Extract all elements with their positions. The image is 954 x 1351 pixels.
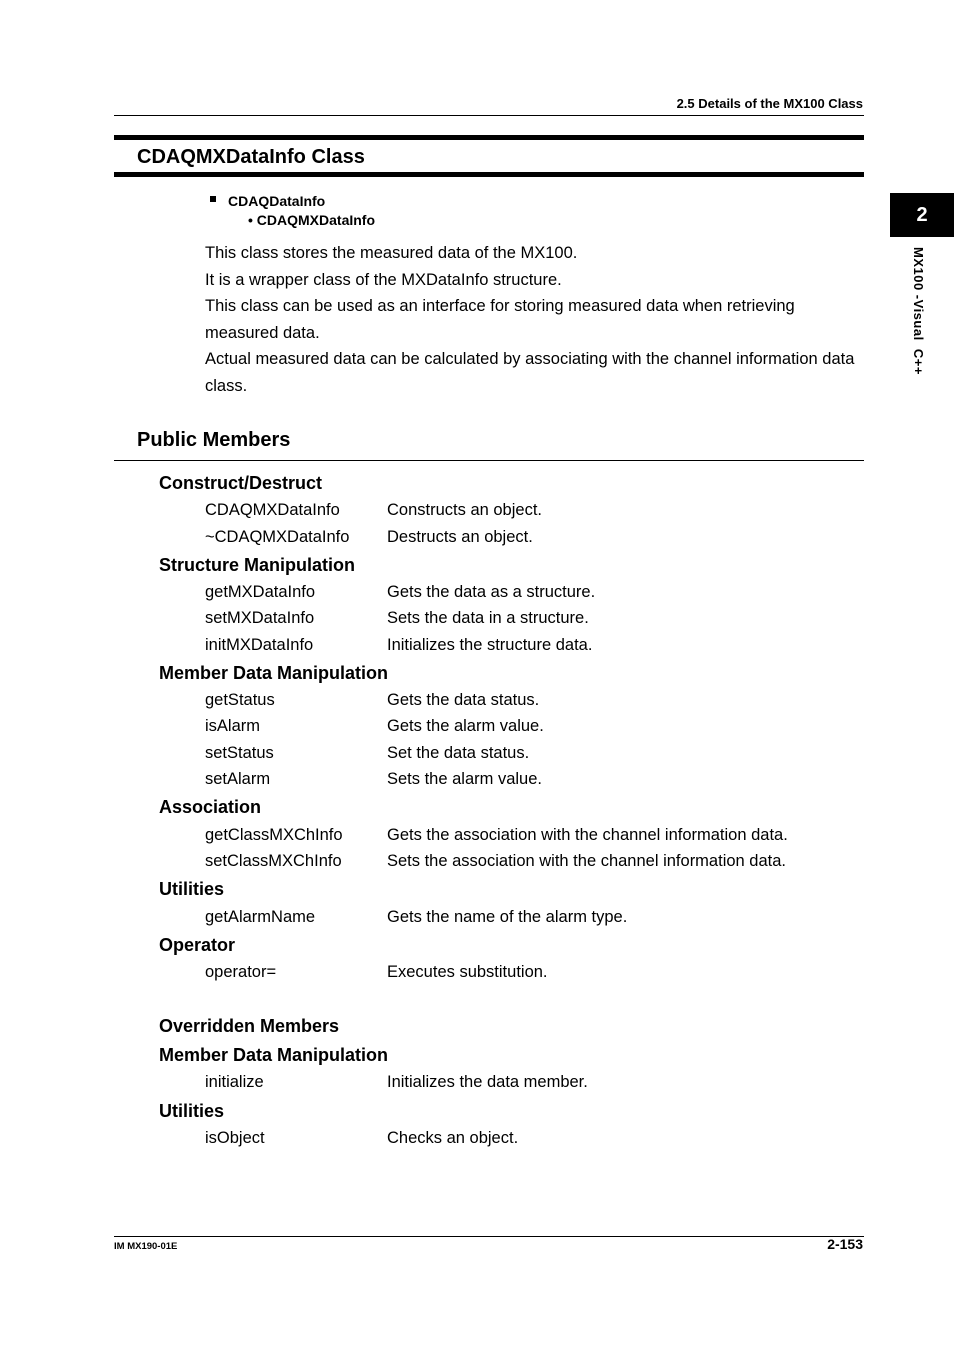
member-name: getClassMXChInfo <box>205 826 343 844</box>
member-desc: Gets the association with the channel information data. <box>387 826 788 844</box>
base-class-name: CDAQDataInfo <box>228 193 326 209</box>
description-line: This class stores the measured data of the MX100. <box>205 244 578 262</box>
member-desc: Checks an object. <box>387 1129 519 1147</box>
member-name: setStatus <box>205 744 274 762</box>
group-title: Construct/Destruct <box>159 473 323 493</box>
group-title: Member Data Manipulation <box>159 663 389 683</box>
member-desc: Sets the alarm value. <box>387 770 542 788</box>
member-desc: Executes substitution. <box>387 963 548 981</box>
member-desc: Gets the data status. <box>387 691 540 709</box>
class-description <box>205 240 870 399</box>
member-desc: Sets the data in a structure. <box>387 609 589 627</box>
member-desc: Set the data status. <box>387 744 530 762</box>
member-desc: Destructs an object. <box>387 528 533 546</box>
title-bottom-rule <box>114 172 864 177</box>
description-line: This class can be used as an interface for storing measured data when retrieving measured data. <box>205 297 795 342</box>
chapter-side-label: MX100 -Visual C++ <box>911 247 926 375</box>
member-desc: Initializes the data member. <box>387 1073 588 1091</box>
member-name: getStatus <box>205 691 275 709</box>
group-title: Structure Manipulation <box>159 555 356 575</box>
title-top-rule <box>114 135 864 140</box>
description-line: Actual measured data can be calculated by associating with the channel information data class. <box>205 350 855 395</box>
group-title: Operator <box>159 935 236 955</box>
member-name: setMXDataInfo <box>205 609 315 627</box>
member-name: CDAQMXDataInfo <box>205 501 340 519</box>
member-name: isAlarm <box>205 717 261 735</box>
member-name: getAlarmName <box>205 908 316 926</box>
footer-rule <box>114 1236 864 1237</box>
document-id: IM MX190-01E <box>114 1241 178 1252</box>
class-title: CDAQMXDataInfo Class <box>137 146 365 168</box>
member-desc: Constructs an object. <box>387 501 542 519</box>
member-desc: Gets the data as a structure. <box>387 583 596 601</box>
square-bullet-icon <box>210 196 216 202</box>
group-title: Utilities <box>159 879 225 899</box>
description-line: It is a wrapper class of the MXDataInfo structure. <box>205 270 562 289</box>
page-number: 2-153 <box>827 1236 863 1252</box>
group-title: Association <box>159 797 262 817</box>
overridden-members-title: Overridden Members <box>159 1016 340 1036</box>
section-header-title: 2.5 Details of the MX100 Class <box>676 96 863 111</box>
chapter-tab: 2 <box>890 193 954 237</box>
member-desc: Gets the alarm value. <box>387 717 544 735</box>
member-desc: Sets the association with the channel information data. <box>387 852 786 870</box>
header-rule <box>114 115 864 116</box>
member-name: initialize <box>205 1073 264 1091</box>
public-members-rule <box>114 460 864 461</box>
member-name: getMXDataInfo <box>205 583 316 601</box>
member-name: ~CDAQMXDataInfo <box>205 528 350 546</box>
member-desc: Gets the name of the alarm type. <box>387 908 628 926</box>
member-name: isObject <box>205 1129 265 1147</box>
public-members-title: Public Members <box>137 429 291 451</box>
member-name: operator= <box>205 963 277 981</box>
group-title: Utilities <box>159 1101 225 1121</box>
inheritance-derived: • CDAQMXDataInfo <box>248 212 376 228</box>
inheritance-base <box>210 193 325 209</box>
member-name: setAlarm <box>205 770 271 788</box>
member-name: setClassMXChInfo <box>205 852 342 870</box>
member-desc: Initializes the structure data. <box>387 636 593 654</box>
group-title: Member Data Manipulation <box>159 1045 389 1065</box>
member-name: initMXDataInfo <box>205 636 314 654</box>
